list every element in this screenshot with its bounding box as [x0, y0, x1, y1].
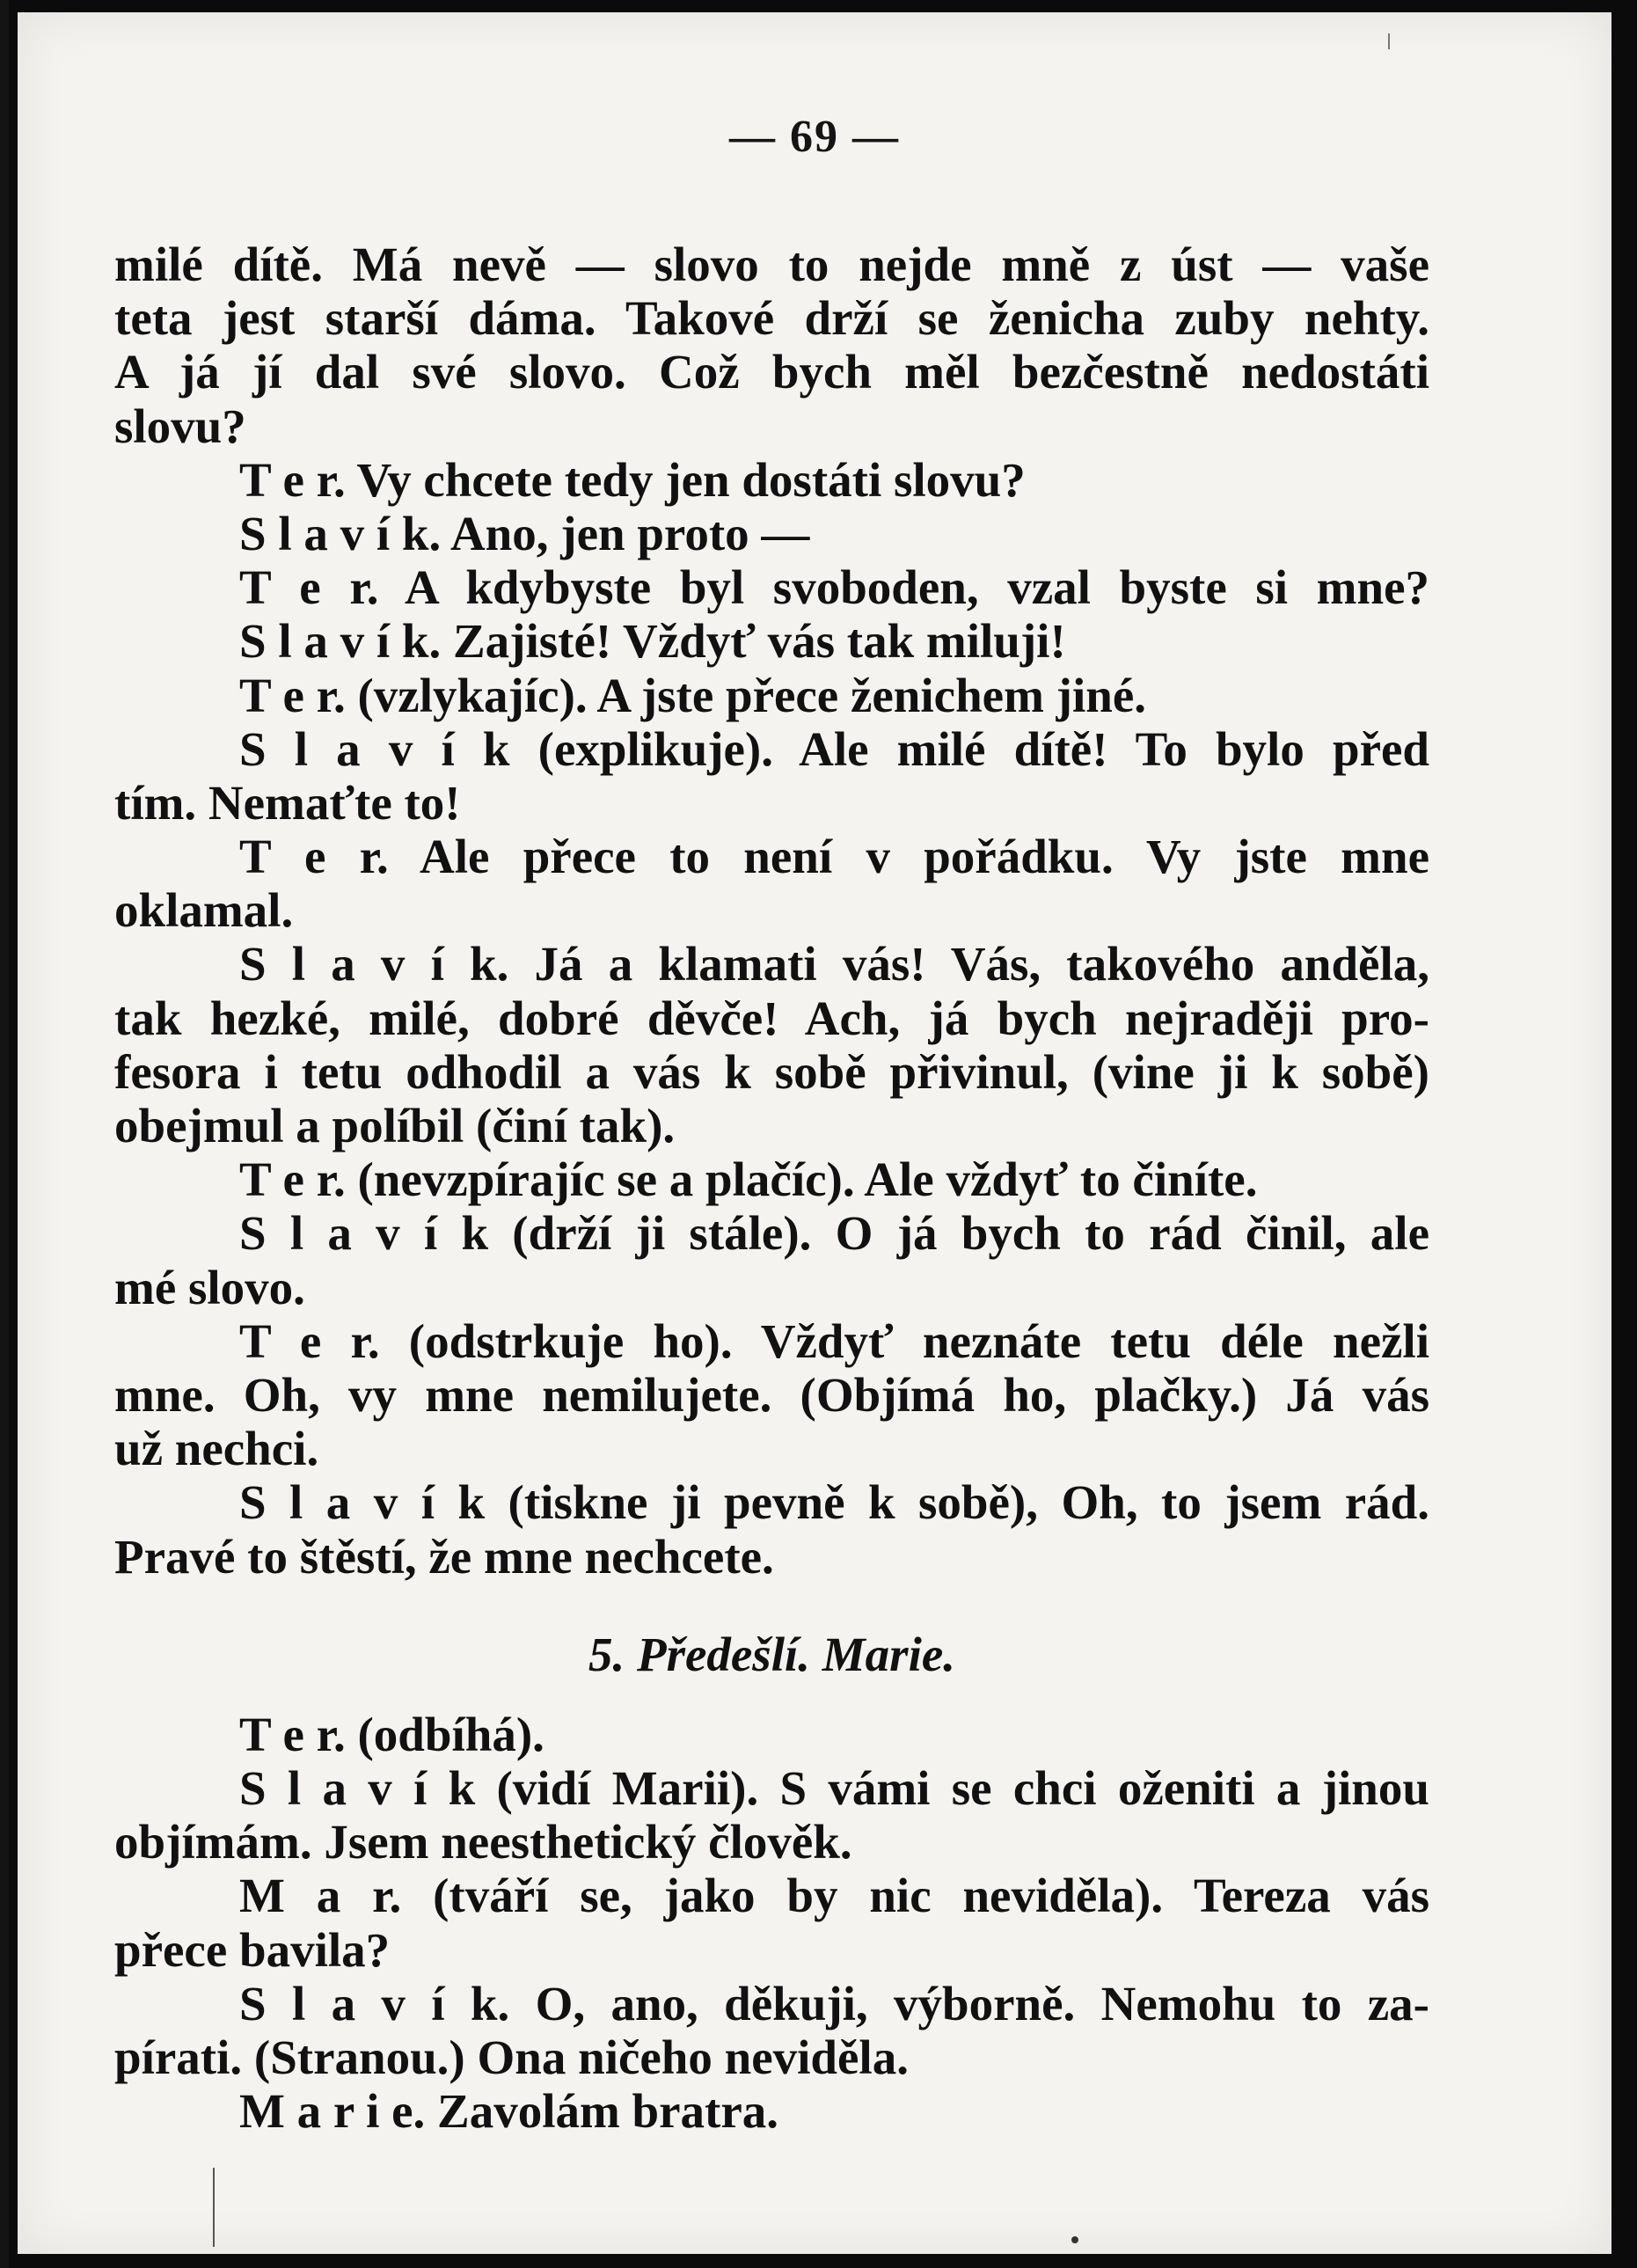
dialogue-line: T e r. A kdybyste byl svoboden, vzal byste si mne?	[239, 560, 1429, 615]
text-line: oklamal.	[114, 883, 294, 938]
play-text	[114, 238, 1429, 2138]
text-line: obejmul a políbil (činí tak).	[114, 1099, 676, 1152]
dialogue-line: T e r. (odbíhá).	[239, 1707, 544, 1761]
text-line: pírati. (Stranou.) Ona ničeho neviděla.	[114, 2030, 909, 2084]
dialogue-line: S l a v í k. O, ano, děkuji, výborně. Nemohu to za-	[239, 1976, 1429, 2030]
dialogue-line: S l a v í k. Já a klamati vás! Vás, takového anděla,	[239, 937, 1429, 991]
paper-speck	[1071, 2236, 1078, 2243]
dialogue-line: T e r. (vzlykajíc). A jste přece ženichem jiné.	[239, 668, 1146, 722]
text-line: objímám. Jsem neesthetický člověk.	[114, 1815, 852, 1869]
dialogue-line: T e r. Vy chcete tedy jen dostáti slovu?	[239, 452, 1026, 507]
dialogue-line: S l a v í k. Zajisté! Vždyť vás tak miluji!	[239, 614, 1066, 669]
dialogue-line: S l a v í k (explikuje). Ale milé dítě! To bylo před	[239, 721, 1429, 776]
text-line: přece bavila?	[114, 1922, 391, 1977]
dialogue-line: T e r. (odstrkuje ho). Vždyť neznáte tetu déle nežli	[239, 1313, 1429, 1368]
text-line: tím. Nemaťte to!	[114, 775, 461, 830]
text-line: Pravé to štěstí, že mne nechcete.	[114, 1529, 774, 1584]
dialogue-line: T e r. Ale přece to není v pořádku. Vy jste mne	[239, 830, 1429, 884]
page-sheet	[18, 12, 1611, 2254]
text-line: slovu?	[114, 399, 246, 453]
scene-heading: 5. Předešlí. Marie.	[588, 1627, 956, 1681]
text-line: fesora i tetu odhodil a vás k sobě přivinul, (vine ji k sobě)	[114, 1044, 1429, 1099]
text-line: milé dítě. Má nevě — slovo to nejde mně z úst — vaše	[114, 238, 1429, 291]
margin-scratch	[213, 2168, 215, 2247]
text-line: už nechci.	[114, 1422, 319, 1476]
dialogue-line: T e r. (nevzpírajíc se a plačíc). Ale vždyť to činíte.	[239, 1152, 1258, 1207]
dialogue-line: M a r i e. Zavolám bratra.	[239, 2084, 779, 2139]
book-spine-edge	[0, 0, 9, 2268]
text-line: teta jest starší dáma. Takové drží se ženicha zuby nehty.	[114, 291, 1429, 346]
text-line: tak hezké, milé, dobré děvče! Ach, já bych nejraději pro-	[114, 991, 1429, 1045]
dialogue-line: S l a v í k. Ano, jen proto —	[239, 506, 810, 560]
margin-scratch	[1388, 33, 1390, 49]
text-line: A já jí dal své slovo. Což bych měl bezčestně nedostáti	[114, 345, 1429, 399]
dialogue-line: S l a v í k (vidí Marii). S vámi se chci oženiti a jinou	[239, 1761, 1429, 1816]
dialogue-line: M a r. (tváří se, jako by nic neviděla). Tereza vás	[239, 1869, 1429, 1923]
dialogue-line: S l a v í k (drží ji stále). O já bych to rád činil, ale	[239, 1206, 1429, 1261]
text-line: mne. Oh, vy mne nemilujete. (Objímá ho, plačky.) Já vás	[114, 1367, 1429, 1422]
dialogue-line: S l a v í k (tiskne ji pevně k sobě), Oh, to jsem rád.	[239, 1475, 1429, 1530]
text-line: mé slovo.	[114, 1260, 305, 1314]
page-number: — 69 —	[729, 112, 900, 162]
